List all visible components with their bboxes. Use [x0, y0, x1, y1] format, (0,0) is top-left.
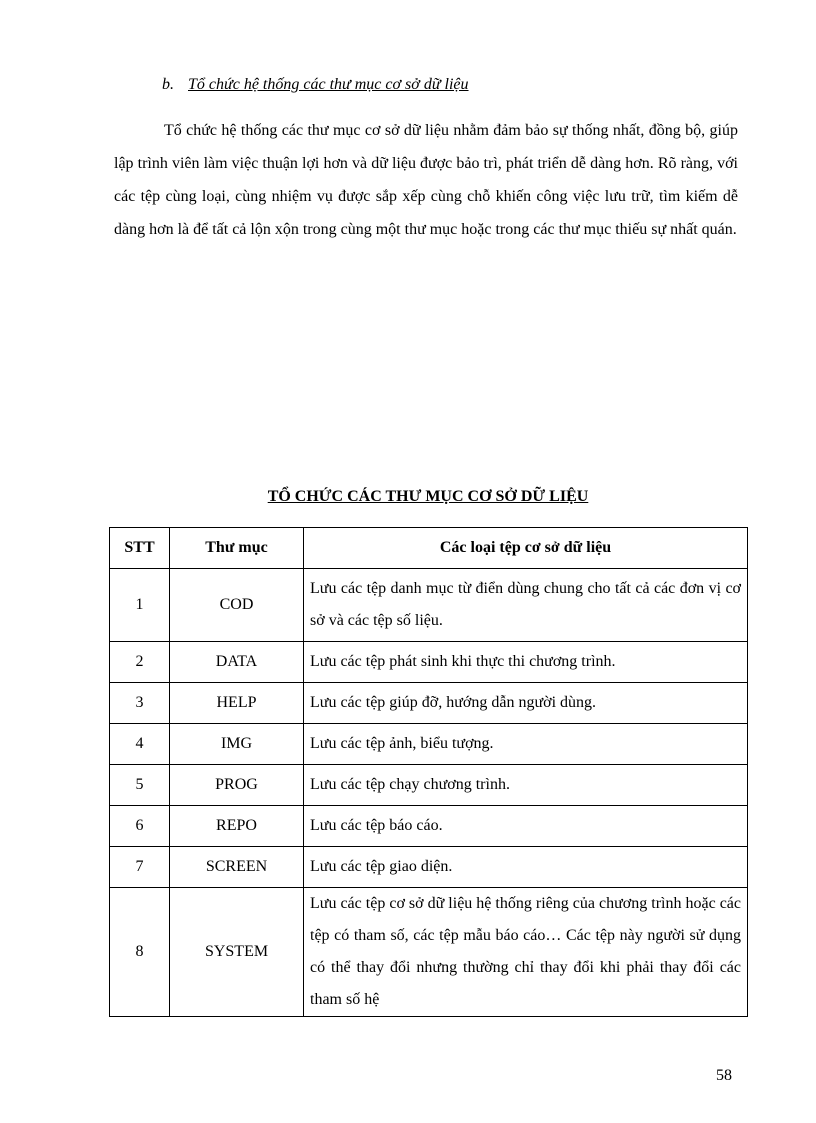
row-stt: 7 [110, 847, 170, 888]
row-stt: 5 [110, 765, 170, 806]
table-header-row [110, 528, 748, 569]
row-folder: IMG [170, 724, 304, 765]
folder-table [109, 527, 748, 1017]
table-row [110, 642, 748, 683]
row-folder: REPO [170, 806, 304, 847]
table-row [110, 765, 748, 806]
header-stt: STT [110, 528, 170, 569]
section-heading [162, 76, 469, 94]
row-desc: Lưu các tệp báo cáo. [304, 806, 748, 847]
row-desc: Lưu các tệp cơ sở dữ liệu hệ thống riêng của chương trình hoặc các tệp có tham số, các tệp mẫu báo cáo… Các tệp này người sử dụng có thể thay đổi nhưng thường chỉ thay đổi khi phải thay đổi các tham số hệ [304, 888, 748, 1017]
table-row [110, 847, 748, 888]
table-row [110, 724, 748, 765]
row-stt: 8 [110, 888, 170, 1017]
row-folder: HELP [170, 683, 304, 724]
section-number: b. [162, 76, 174, 93]
row-desc: Lưu các tệp giúp đỡ, hướng dẫn người dùng. [304, 683, 748, 724]
row-stt: 1 [110, 569, 170, 642]
section-title: Tổ chức hệ thống các thư mục cơ sở dữ liệu [188, 76, 469, 93]
page-number: 58 [716, 1067, 732, 1084]
table-title: TỔ CHỨC CÁC THƯ MỤC CƠ SỞ DỮ LIỆU [267, 488, 589, 505]
row-stt: 2 [110, 642, 170, 683]
row-desc: Lưu các tệp chạy chương trình. [304, 765, 748, 806]
header-folder: Thư mục [170, 528, 304, 569]
table-row [110, 683, 748, 724]
row-desc: Lưu các tệp danh mục từ điển dùng chung cho tất cả các đơn vị cơ sở và các tệp số liệu. [304, 569, 748, 642]
row-desc: Lưu các tệp phát sinh khi thực thi chương trình. [304, 642, 748, 683]
row-folder: PROG [170, 765, 304, 806]
table-row [110, 806, 748, 847]
row-folder: DATA [170, 642, 304, 683]
row-folder: COD [170, 569, 304, 642]
section-paragraph: Tổ chức hệ thống các thư mục cơ sở dữ liệu nhằm đảm bảo sự thống nhất, đồng bộ, giúp lập trình viên làm việc thuận lợi hơn và dữ liệu được bảo trì, phát triển dễ dàng hơn. Rõ ràng, với các tệp cùng loại, cùng nhiệm vụ được sắp xếp cùng chỗ khiến công việc lưu trữ, tìm kiếm dễ dàng hơn là để tất cả lộn xộn trong cùng một thư mục hoặc trong các thư mục thiếu sự nhất quán. [114, 122, 738, 238]
table-row [110, 888, 748, 1017]
row-desc: Lưu các tệp ảnh, biểu tượng. [304, 724, 748, 765]
row-desc: Lưu các tệp giao diện. [304, 847, 748, 888]
row-stt: 3 [110, 683, 170, 724]
row-folder: SYSTEM [170, 888, 304, 1017]
row-stt: 4 [110, 724, 170, 765]
row-stt: 6 [110, 806, 170, 847]
table-row [110, 569, 748, 642]
row-folder: SCREEN [170, 847, 304, 888]
header-desc: Các loại tệp cơ sở dữ liệu [304, 528, 748, 569]
